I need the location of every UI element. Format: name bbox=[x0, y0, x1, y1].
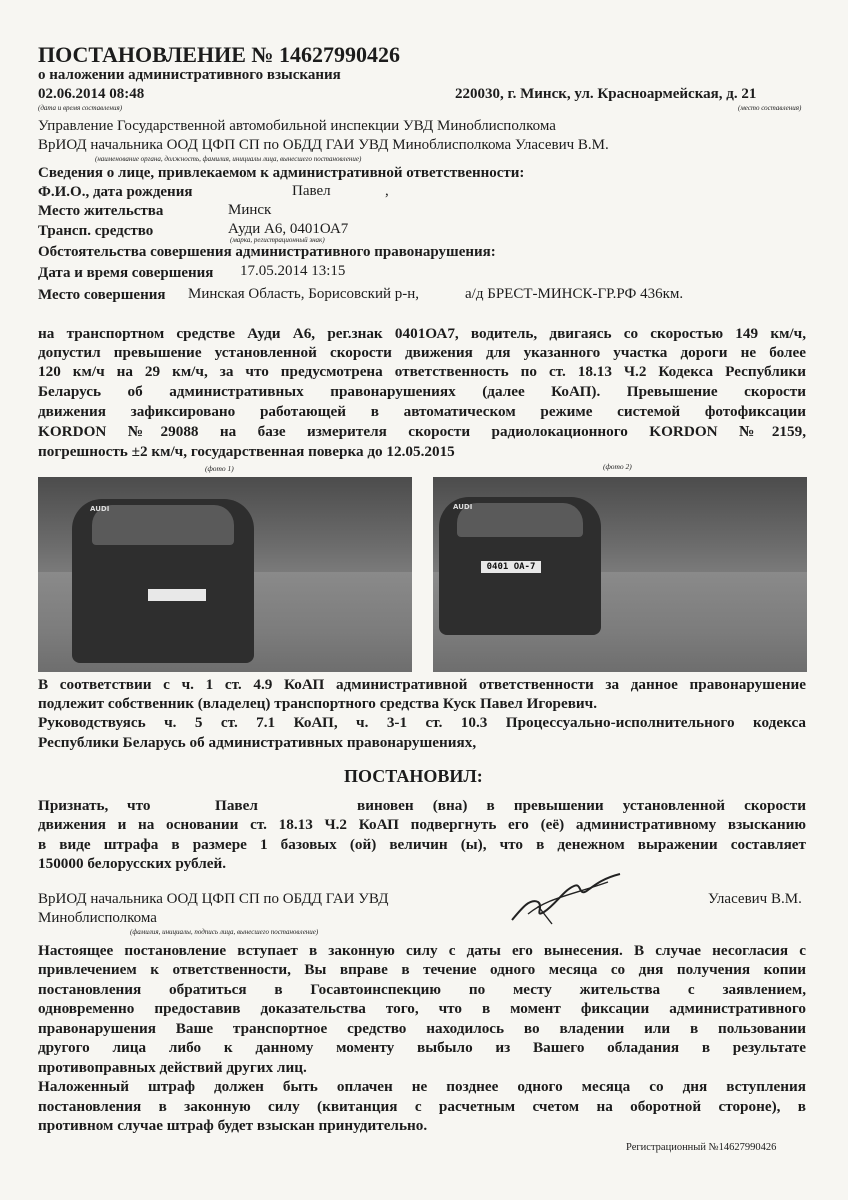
authority-caption: (наименование органа, должность, фамилия, инициалы лица, вынесшего постановление) bbox=[95, 155, 362, 163]
violation-line: допустил превышение установленной скорости движения для указанного участка дороги не более bbox=[38, 344, 806, 361]
signatory-position: ВрИОД начальника ООД ЦФП СП по ОБДД ГАИ УВД bbox=[38, 891, 389, 907]
car-rear-image bbox=[72, 499, 254, 663]
notice-line: противоправных действий других лиц. bbox=[38, 1059, 307, 1076]
vehicle-caption: (марка, регистрационный знак) bbox=[230, 236, 325, 244]
decision-word-2: что bbox=[127, 797, 151, 814]
violation-line: погрешность ±2 км/ч, государственная поверка до 12.05.2015 bbox=[38, 443, 455, 460]
signatory-position-2: Миноблисполкома bbox=[38, 910, 157, 926]
authority-official: ВрИОД начальника ООД ЦФП СП по ОБДД ГАИ УВД Миноблисполкома Уласевич В.М. bbox=[38, 137, 609, 153]
issue-address: 220030, г. Минск, ул. Красноармейская, д. 21 bbox=[455, 86, 757, 102]
document-title: ПОСТАНОВЛЕНИЕ № 14627990426 bbox=[38, 42, 400, 67]
license-plate: 0401 OA-7 bbox=[481, 561, 541, 573]
vehicle-value: Ауди А6, 0401ОА7 bbox=[228, 221, 349, 237]
decision-line1-rest: виновен (вна) в превышении установленной скорости bbox=[357, 797, 806, 814]
car-rear-window bbox=[92, 505, 234, 545]
camera-photo-2 bbox=[433, 477, 807, 672]
name-label: Ф.И.О., дата рождения bbox=[38, 184, 193, 200]
violation-line: на транспортном средстве Ауди А6, рег.знак 0401ОА7, водитель, двигаясь со скоростью 149 км/ч, bbox=[38, 325, 806, 342]
photo1-caption: (фото 1) bbox=[205, 464, 234, 473]
offence-datetime-value: 17.05.2014 13:15 bbox=[240, 263, 346, 279]
residence-value: Минск bbox=[228, 202, 272, 218]
photo2-caption: (фото 2) bbox=[603, 462, 632, 471]
notice-line: постановления в законную силу (квитанция с расчетным счетом на оборотной стороне), в bbox=[38, 1098, 806, 1115]
offence-place-label: Место совершения bbox=[38, 287, 166, 303]
offence-datetime-label: Дата и время совершения bbox=[38, 265, 214, 281]
car-rear-window bbox=[457, 503, 583, 537]
notice-line: Наложенный штраф должен быть оплачен не позднее одного месяца со дня вступления bbox=[38, 1078, 806, 1095]
issue-datetime-caption: (дата и время составления) bbox=[38, 104, 123, 112]
decision-line: движения и на основании ст. 18.13 Ч.2 КоАП подвергнуть его (её) административному взысканию bbox=[38, 816, 806, 833]
issue-address-caption: (место составления) bbox=[738, 104, 802, 112]
car-brand-badge: AUDI bbox=[453, 503, 473, 511]
name-value: Павел bbox=[292, 183, 331, 199]
decision-line: 150000 белорусских рублей. bbox=[38, 855, 227, 872]
violation-line: движения зафиксировано работающей в автоматическом режиме системой фотофиксации bbox=[38, 403, 806, 420]
decision-name: Павел bbox=[215, 797, 258, 814]
registration-number: Регистрационный №14627990426 bbox=[626, 1142, 777, 1153]
violation-line: Беларусь об административных правонарушениях (далее КоАП). Превышение скорости bbox=[38, 383, 806, 400]
violation-line: 120 км/ч на 29 км/ч, за что предусмотрена ответственность по ст. 18.13 Ч.2 Кодекса Республики bbox=[38, 363, 806, 380]
signatory-name: Уласевич В.М. bbox=[708, 891, 802, 907]
notice-line: Настоящее постановление вступает в законную силу с даты его вынесения. В случае несогласия с bbox=[38, 942, 806, 959]
vehicle-label: Трансп. средство bbox=[38, 223, 154, 239]
car-brand-badge: AUDI bbox=[90, 505, 110, 513]
document-subtitle: о наложении административного взыскания bbox=[38, 67, 341, 83]
legal-line: Руководствуясь ч. 5 ст. 7.1 КоАП, ч. 3-1 ст. 10.3 Процессуально-исполнительного кодекса bbox=[38, 714, 806, 731]
handwritten-signature bbox=[508, 868, 628, 928]
notice-line: правонарушения Ваше транспортное средство находилось во владении или в пользовании bbox=[38, 1020, 806, 1037]
offence-place-value: Минская Область, Борисовский р-н, bbox=[188, 286, 420, 302]
notice-line: одновременно предоставив доказательства того, что в момент фиксации административного bbox=[38, 1000, 806, 1017]
decision-word-1: Признать, bbox=[38, 797, 109, 814]
authority-name: Управление Государственной автомобильной инспекции УВД Миноблисполкома bbox=[38, 118, 556, 134]
violation-line: KORDON №29088 на базе измерителя скорости радиолокационного KORDON №2159, bbox=[38, 423, 806, 440]
signature-caption: (фамилия, инициалы, подпись лица, вынесшего постановление) bbox=[130, 928, 319, 936]
notice-line: противном случае штраф будет взыскан принудительно. bbox=[38, 1117, 428, 1134]
camera-photo-1 bbox=[38, 477, 412, 672]
license-plate bbox=[148, 589, 206, 601]
circumstances-heading: Обстоятельства совершения административного правонарушения: bbox=[38, 244, 496, 260]
person-heading: Сведения о лице, привлекаемом к административной ответственности: bbox=[38, 165, 525, 181]
issue-datetime: 02.06.2014 08:48 bbox=[38, 86, 145, 102]
legal-line: подлежит собственник (владелец) транспортного средства Куск Павел Игоревич. bbox=[38, 695, 598, 712]
notice-line: привлечением к ответственности, Вы вправе в течение одного месяца со дня получения копии bbox=[38, 961, 806, 978]
notice-line: другого лица либо к данному моменту выбыло из Вашего обладания в результате bbox=[38, 1039, 806, 1056]
offence-place-road: а/д БРЕСТ-МИНСК-ГР.РФ 436км. bbox=[465, 286, 684, 302]
decision-heading: ПОСТАНОВИЛ: bbox=[344, 766, 483, 786]
name-comma: , bbox=[385, 183, 389, 199]
car-rear-image bbox=[439, 497, 601, 635]
decision-line: в виде штрафа в размере 1 базовых (ой) величин (ы), что в денежном выражении составляет bbox=[38, 836, 806, 853]
residence-label: Место жительства bbox=[38, 203, 164, 219]
legal-line: Республики Беларусь об административных правонарушениях, bbox=[38, 734, 477, 751]
legal-line: В соответствии с ч. 1 ст. 4.9 КоАП административной ответственности за данное правонарушение bbox=[38, 676, 806, 693]
notice-line: постановления обратиться в Госавтоинспекцию по месту жительства с заявлением, bbox=[38, 981, 806, 998]
